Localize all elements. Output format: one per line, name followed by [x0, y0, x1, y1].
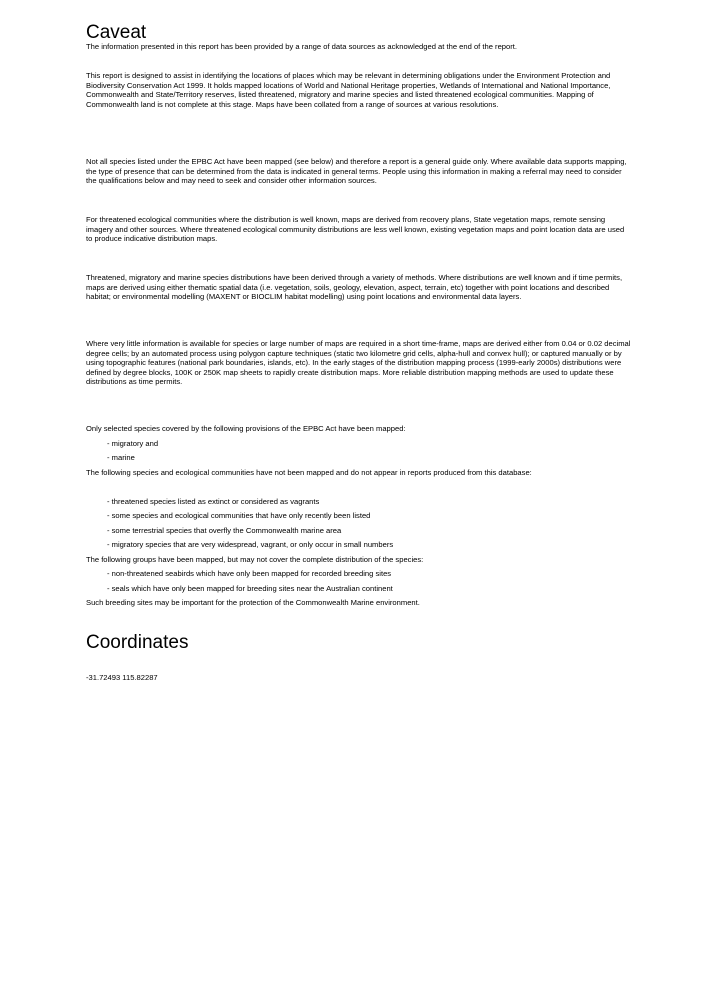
coordinates-heading: Coordinates	[86, 632, 189, 653]
list-item: - non-threatened seabirds which have only been mapped for recorded breeding sites	[107, 569, 392, 578]
list-item: - marine	[107, 453, 135, 462]
coordinates-value: -31.72493 115.82287	[86, 673, 158, 682]
caveat-paragraph-3: For threatened ecological communities where the distribution is well known, maps are derived from recovery plans, State vegetation maps, remote sensing imagery and other sources. Where threatened ecological community distributions are less well known, existing vegetation maps and point location data are used to produce indicative distribution maps.	[86, 215, 625, 243]
caveat-paragraph-4: Threatened, migratory and marine species distributions have been derived through a variety of methods. Where distributions are well known and if time permits, maps are derived using either thematic spatial data (i.e. vegetation, soils, geology, elevation, aspect, terrain, etc) together with point locations and described habitat; or environmental modelling (MAXENT or BIOCLIM habitat modelling) using point locations and environmental data layers.	[86, 273, 623, 301]
not-mapped-intro: The following species and ecological communities have not been mapped and do not appear in reports produced from this database:	[86, 468, 532, 477]
closing-note: Such breeding sites may be important for the protection of the Commonwealth Marine environment.	[86, 598, 420, 607]
caveat-heading: Caveat	[86, 22, 147, 43]
mapped-intro: Only selected species covered by the following provisions of the EPBC Act have been mapped:	[86, 424, 406, 433]
list-item: - migratory and	[107, 439, 159, 448]
caveat-paragraph-5: Where very little information is available for species or large number of maps are required in a short time-frame, maps are derived either from 0.04 or 0.02 decimal degree cells; by an automated process using polygon capture techniques (static two kilometre grid cells, alpha-hull and convex hull); or captured manually or by using topographic features (national park boundaries, islands, etc). In the early stages of the distribution mapping process (1999-early 2000s) distributions were defined by degree blocks, 100K or 250K map sheets to rapidly create distribution maps. More reliable distribution mapping methods are used to update these distributions as time permits.	[86, 339, 631, 386]
partial-intro: The following groups have been mapped, but may not cover the complete distribution of the species:	[86, 555, 424, 564]
list-item: - threatened species listed as extinct or considered as vagrants	[107, 497, 320, 506]
list-item: - migratory species that are very widespread, vagrant, or only occur in small numbers	[107, 540, 394, 549]
caveat-intro: The information presented in this report has been provided by a range of data sources as acknowledged at the end of the report.	[86, 42, 518, 51]
caveat-paragraph-2: Not all species listed under the EPBC Act have been mapped (see below) and therefore a report is a general guide only. Where available data supports mapping, the type of presence that can be determined from the data is indicated in general terms. People using this information in making a referral may need to consider the qualifications below and may need to seek and consider other information sources.	[86, 157, 627, 185]
list-item: - some terrestrial species that overfly the Commonwealth marine area	[107, 526, 342, 535]
list-item: - some species and ecological communities that have only recently been listed	[107, 511, 371, 520]
list-item: - seals which have only been mapped for breeding sites near the Australian continent	[107, 584, 393, 593]
caveat-paragraph-1: This report is designed to assist in identifying the locations of places which may be relevant in determining obligations under the Environment Protection and Biodiversity Conservation Act 1999. It holds mapped locations of World and National Heritage properties, Wetlands of International and National Importance, Commonwealth and State/Territory reserves, listed threatened, migratory and marine species and listed threatened ecological communities. Mapping of Commonwealth land is not complete at this stage. Maps have been collated from a range of sources at various resolutions.	[86, 71, 611, 109]
